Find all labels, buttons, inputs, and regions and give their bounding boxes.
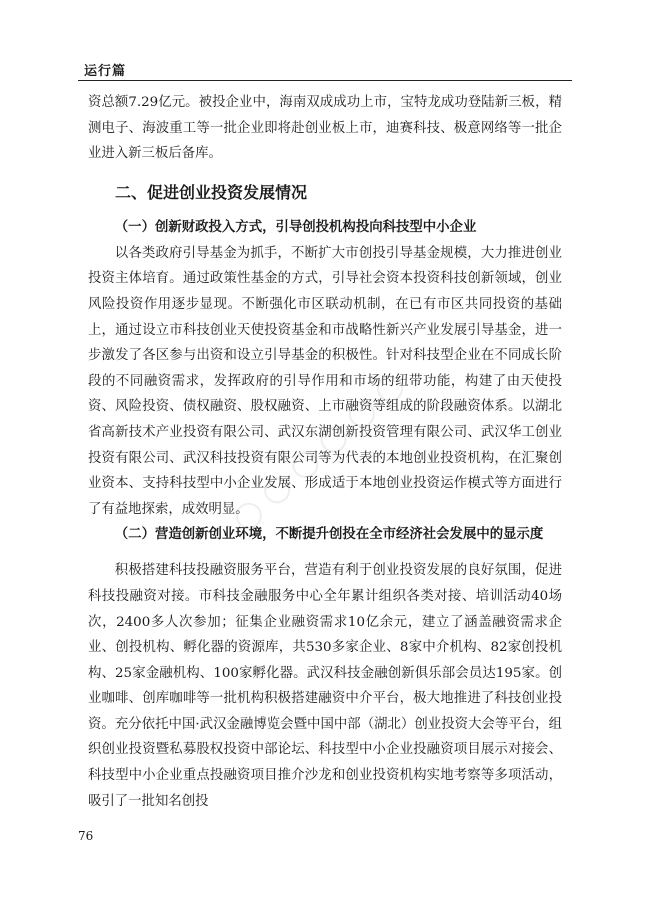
subsection-2-paragraph: 积极搭建科技投融资服务平台，营造有利于创业投资发展的良好氛围，促进科技投融资对接。市科技金融服务中心全年累计组织各类对接、培训活动40场次，2400多人次参加；征集企业融资需求10亿余元，建立了涵盖融资需求企业、创投机构、孵化器的资源库，共530多家企业、8家中介机构、82家创投机构、25家金融机构、100家孵化器。武汉科技金融创新俱乐部会员达195家。创业咖啡、创库咖啡等一批机构积极搭建融资中介平台，极大地推进了科技创业投资。充分依托中国·武汉金融博览会暨中国中部（湖北）创业投资大会等平台，组织创业投资暨私募股权投资中部论坛、科技型中小企业投融资项目展示对接会、科技型中小企业重点投融资项目推介沙龙和创业投资机构实地考察等多项活动，吸引了一批知名创投 bbox=[88, 563, 562, 809]
subsection-2-heading: （二）营造创新创业环境，不断提升创投在全市经济社会发展中的显示度 bbox=[114, 527, 544, 543]
section-heading: 二、促进创业投资发展情况 bbox=[115, 182, 308, 202]
header-rule bbox=[78, 80, 572, 81]
opening-paragraph: 资总额7.29亿元。被投企业中，海南双成成功上市，宝特龙成功登陆新三板，精测电子、海波重工等一批企业即将赴创业板上市，迪赛科技、极意网络等一批企业进入新三板后备库。 bbox=[88, 95, 562, 162]
subsection-1-heading: （一）创新财政投入方式，引导创投机构投向科技型中小企业 bbox=[114, 219, 477, 235]
page-number: 76 bbox=[78, 829, 94, 843]
subsection-1-paragraph: 以各类政府引导基金为抓手，不断扩大市创投引导基金规模，大力推进创业投资主体培育。通过政策性基金的方式，引导社会资本投资科技创新领域，创业风险投资作用逐步显现。不断强化市区联动机制，在已有市区共同投资的基础上，通过设立市科技创业天使投资基金和市战略性新兴产业发展引导基金，进一步激发了各区参与出资和设立引导基金的积极性。针对科技型企业在不同成长阶段的不同融资需求，发挥政府的引导作用和市场的纽带功能，构建了由天使投资、风险投资、债权融资、股权融资、上市融资等组成的阶段融资体系。以湖北省高新技术产业投资有限公司、武汉东湖创新投资管理有限公司、武汉华工创业投资有限公司、武汉科技投资有限公司等为代表的本地创业投资机构，在汇聚创业资本、支持科技型中小企业发展、形成适于本地创业投资运作模式等方面进行了有益地探索，成效明显。 bbox=[88, 245, 562, 517]
page-header-label: 运行篇 bbox=[84, 64, 127, 79]
